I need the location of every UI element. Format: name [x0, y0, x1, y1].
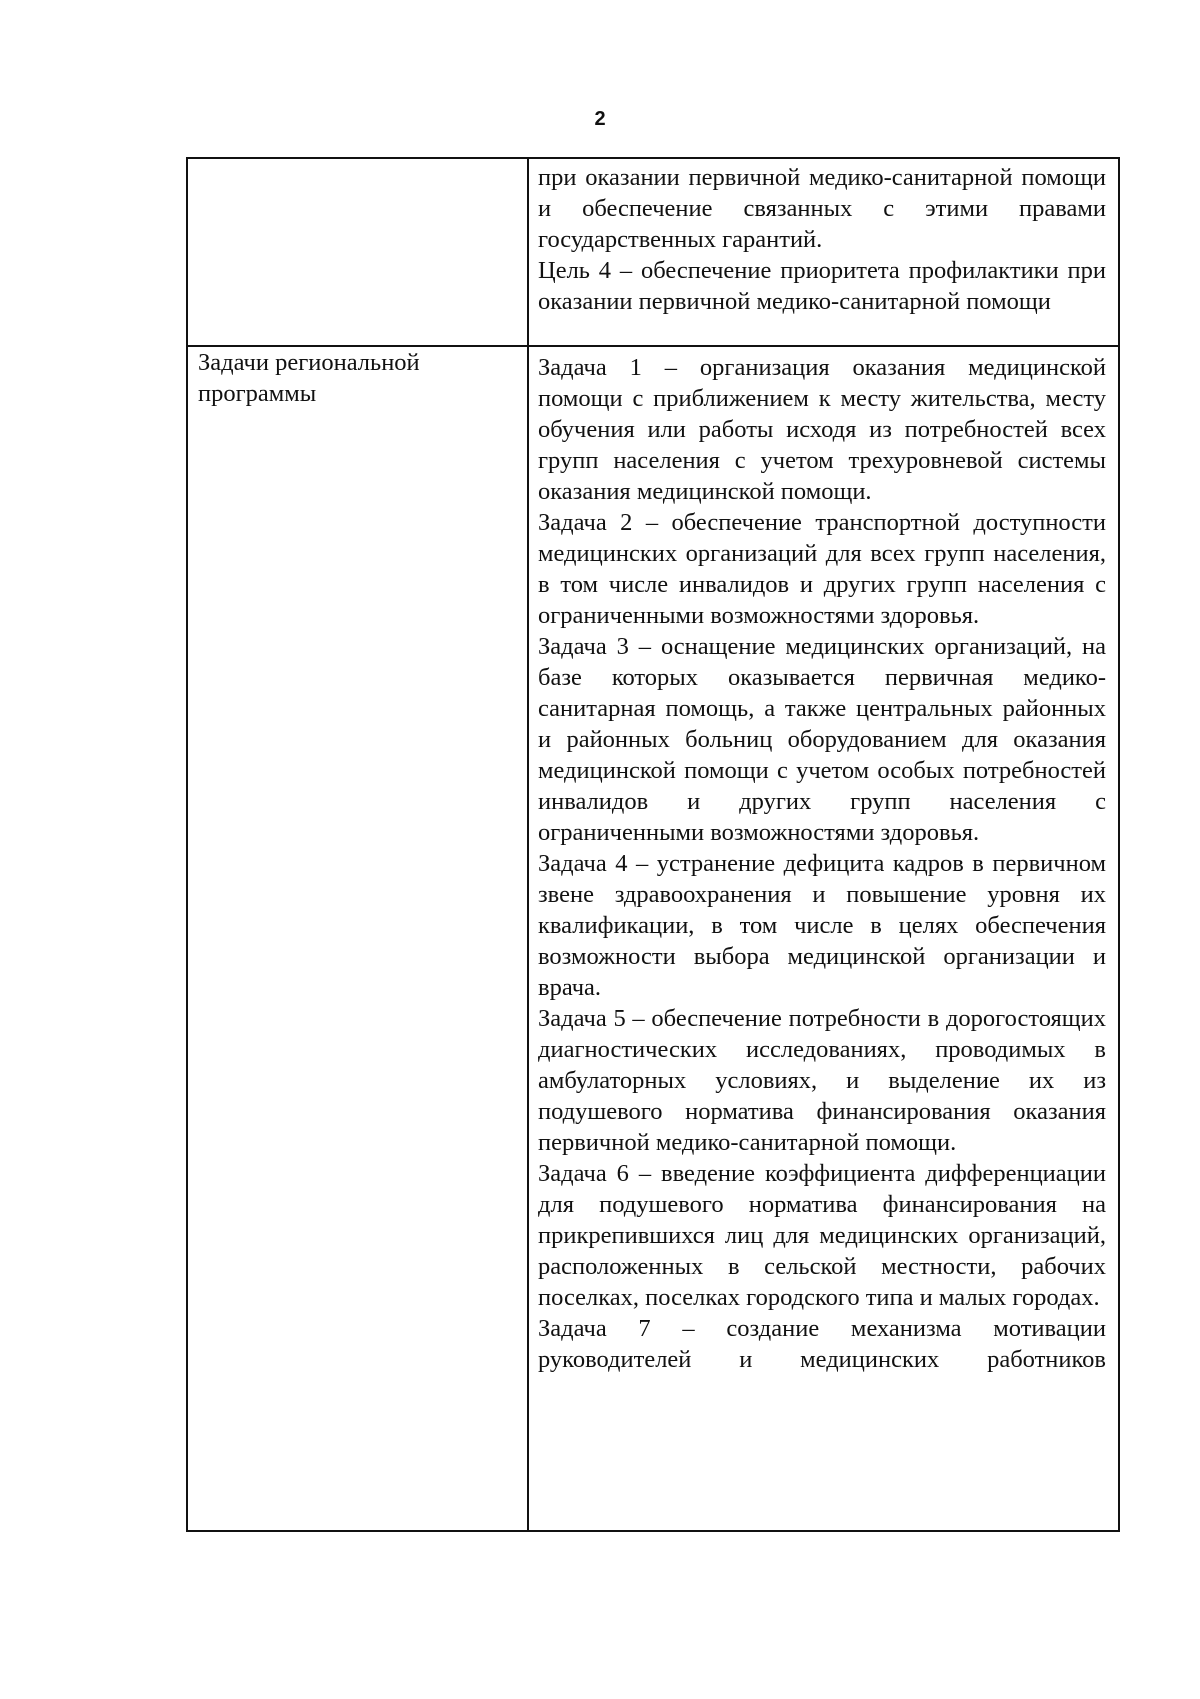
task-3: Задача 3 – оснащение медицинских организаций, на базе которых оказывается первичная медико-санитарная помощь, а также центральных районных и районных больниц оборудованием для оказания медицинской помощи с учетом особых потребностей инвалидов и других групп населения с ограниченными возможностями здоровья. [538, 633, 1106, 846]
goal-3-continuation: при оказании первичной медико-санитарной помощи и обеспечение связанных с этими правами государственных гарантий. [538, 164, 1106, 253]
task-1: Задача 1 – организация оказания медицинской помощи с приближением к месту жительства, месту обучения или работы исходя из потребностей всех групп населения с учетом трехуровневой системы оказания медицинской помощи. [538, 354, 1106, 505]
program-passport-table [186, 157, 1120, 1532]
goal-4: Цель 4 – обеспечение приоритета профилактики при оказании первичной медико-санитарной помощи [538, 257, 1106, 315]
page-number: 2 [594, 108, 606, 130]
goals-continuation-cell [538, 162, 1106, 317]
task-5: Задача 5 – обеспечение потребности в дорогостоящих диагностических исследованиях, проводимых в амбулаторных условиях, и выделение их из подушевого норматива финансирования оказания первичной медико-санитарной помощи. [538, 1005, 1106, 1156]
task-7: Задача 7 – создание механизма мотивации руководителей и медицинских работников [538, 1315, 1106, 1373]
task-2: Задача 2 – обеспечение транспортной доступности медицинских организаций для всех групп населения, в том числе инвалидов и других групп населения с ограниченными возможностями здоровья. [538, 509, 1106, 629]
tasks-list-cell [538, 352, 1106, 1375]
task-6: Задача 6 – введение коэффициента дифференциации для подушевого норматива финансирования на прикрепившихся лиц для медицинских организаций, расположенных в сельской местности, рабочих поселках, поселках городского типа и малых городах. [538, 1160, 1106, 1311]
task-4: Задача 4 – устранение дефицита кадров в первичном звене здравоохранения и повышение уровня их квалификации, в том числе в целях обеспечения возможности выбора медицинской организации и врача. [538, 850, 1106, 1001]
column-divider [527, 159, 529, 1530]
tasks-heading-cell: Задачи региональной программы [198, 349, 420, 407]
